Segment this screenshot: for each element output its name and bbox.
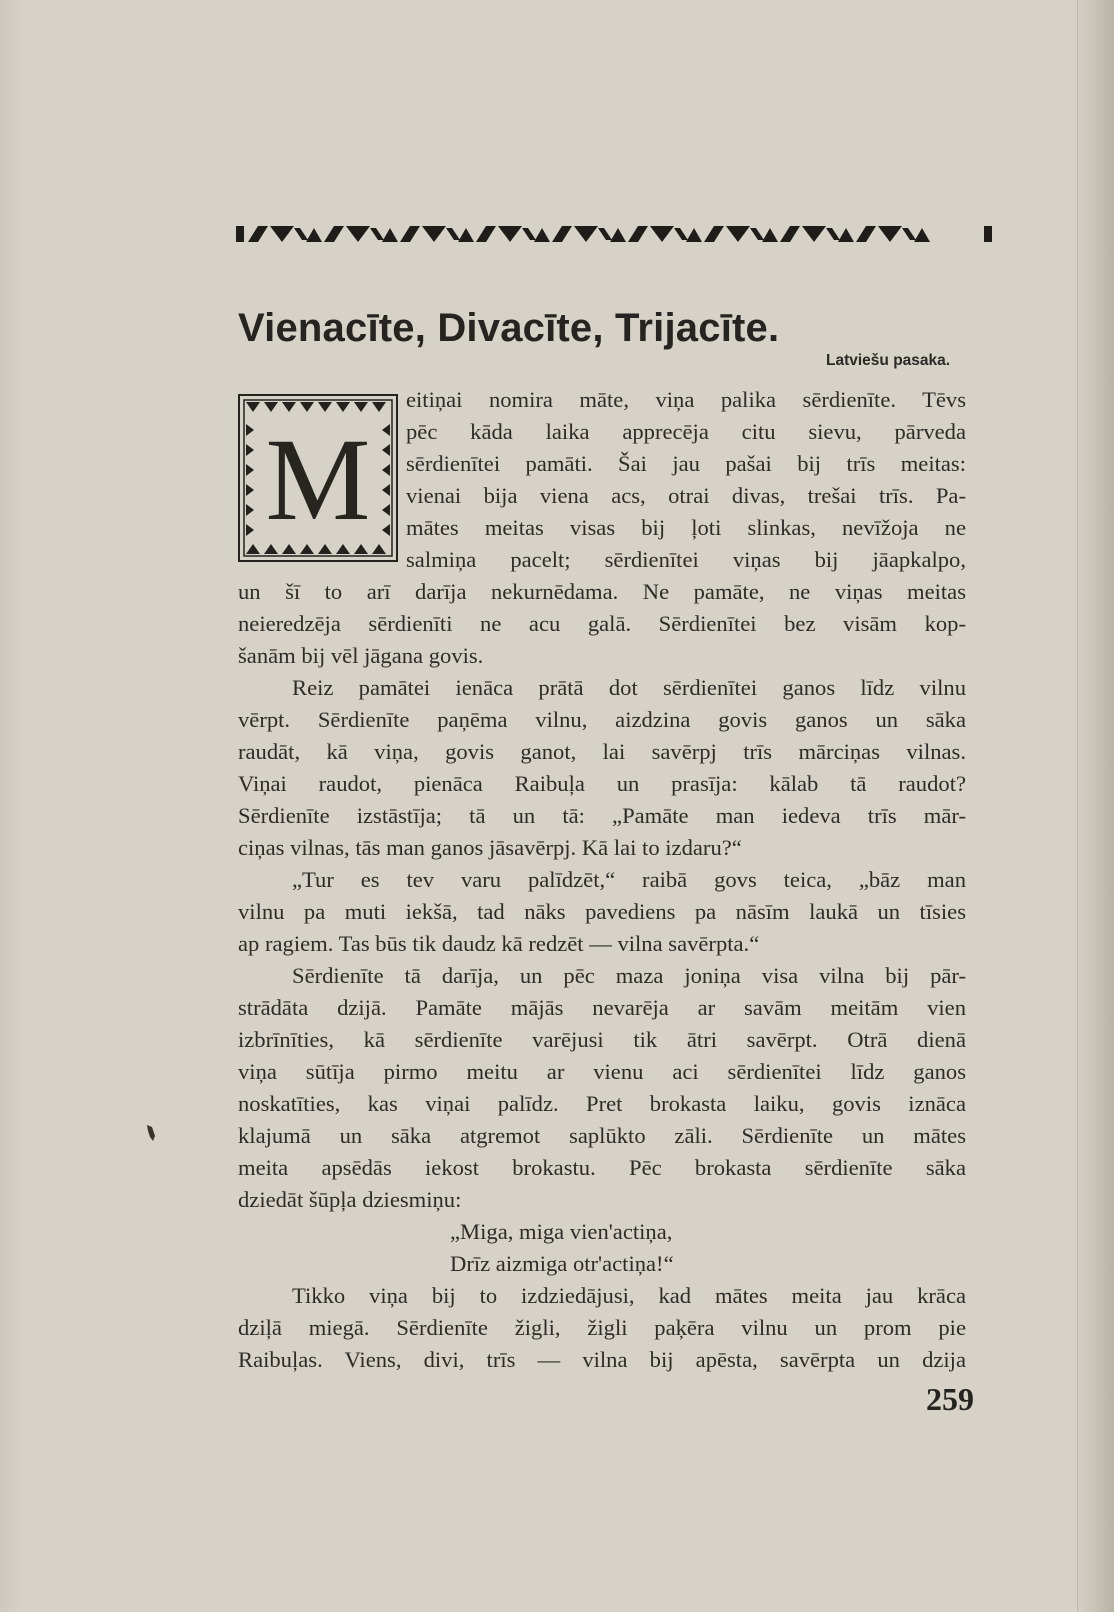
- text-line: meita apsēdās iekost brokastu. Pēc brokasta sērdienīte sāka: [238, 1155, 966, 1180]
- text-line: strādāta dzijā. Pamāte mājās nevarēja ar savām meitām vien: [238, 995, 966, 1020]
- text-line: viņa sūtīja pirmo meitu ar vienu aci sērdienītei līdz ganos: [238, 1059, 966, 1084]
- page-right-edge: [1077, 0, 1114, 1612]
- text-line: vilnu pa muti iekšā, tad nāks pavediens pa nāsīm laukā un tīsies: [238, 899, 966, 924]
- text-line: dziedāt šūpļa dziesmiņu:: [238, 1187, 462, 1212]
- page-left-margin: [0, 0, 22, 1612]
- text-line: neieredzēja sērdienīti ne acu galā. Sērdienītei bez visām kop-: [238, 611, 966, 636]
- song-verse-line: Drīz aizmiga otr'actiņa!“: [450, 1251, 674, 1276]
- page-number: 259: [926, 1381, 974, 1417]
- story-subtitle: Latviešu pasaka.: [826, 352, 951, 369]
- text-line: sērdienītei pamāti. Šai jau pašai bij trīs meitas:: [406, 451, 966, 476]
- text-line: „Tur es tev varu palīdzēt,“ raibā govs teica, „bāz man: [292, 867, 966, 892]
- ink-smudge-mark: [145, 1124, 157, 1142]
- text-line: Reiz pamātei ienāca prātā dot sērdienītei ganos līdz vilnu: [292, 675, 966, 700]
- decorative-border-ornament: [236, 222, 992, 246]
- text-line: izbrīnīties, kā sērdienīte varējusi tik ātri savērpt. Otrā dienā: [238, 1027, 966, 1052]
- drop-cap-letter: M: [265, 414, 371, 545]
- text-line: vērpt. Sērdienīte paņēma vilnu, aizdzina govis ganos un sāka: [238, 707, 966, 732]
- text-line: šanām bij vēl jāgana govis.: [238, 643, 484, 668]
- text-line: noskatīties, kas viņai palīdz. Pret brokasta laiku, govis iznāca: [238, 1091, 966, 1116]
- text-line: Raibuļas. Viens, divi, trīs — vilna bij apēsta, savērpta un dzija: [238, 1347, 966, 1372]
- text-line: Tikko viņa bij to izdziedājusi, kad mātes meita jau krāca: [292, 1283, 966, 1308]
- text-line: ap ragiem. Tas būs tik daudz kā redzēt — vilna savērpta.“: [238, 931, 760, 956]
- story-title: Vienacīte, Divacīte, Trijacīte.: [238, 306, 780, 350]
- text-line: Sērdienīte izstāstīja; tā un tā: „Pamāte man iedeva trīs mār-: [238, 803, 966, 828]
- song-verse-line: „Miga, miga vien'actiņa,: [450, 1219, 673, 1244]
- text-line: dziļā miegā. Sērdienīte žigli, žigli paķēra vilnu un prom pie: [238, 1315, 966, 1340]
- text-line: pēc kāda laika apprecēja citu sievu, pārveda: [406, 419, 966, 444]
- text-line: salmiņa pacelt; sērdienītei viņas bij jāapkalpo,: [406, 547, 966, 572]
- text-line: un šī to arī darīja nekurnēdama. Ne pamāte, ne viņas meitas: [238, 579, 966, 604]
- text-line: ciņas vilnas, tās man ganos jāsavērpj. Kā lai to izdaru?“: [238, 835, 742, 860]
- text-line: klajumā un sāka atgremot saplūkto zāli. Sērdienīte un mātes: [238, 1123, 966, 1148]
- text-line: vienai bija viena acs, otrai divas, trešai trīs. Pa-: [406, 483, 966, 508]
- text-line: raudāt, kā viņa, govis ganot, lai savērpj trīs mārciņas vilnas.: [238, 739, 966, 764]
- drop-cap-frame: [238, 394, 398, 562]
- text-line: eitiņai nomira māte, viņa palika sērdienīte. Tēvs: [406, 387, 966, 412]
- text-line: Viņai raudot, pienāca Raibuļa un prasīja: kālab tā raudot?: [238, 771, 966, 796]
- text-line: mātes meitas visas bij ļoti slinkas, nevīžoja ne: [406, 515, 966, 540]
- text-line: Sērdienīte tā darīja, un pēc maza joniņa visa vilna bij pār-: [292, 963, 966, 988]
